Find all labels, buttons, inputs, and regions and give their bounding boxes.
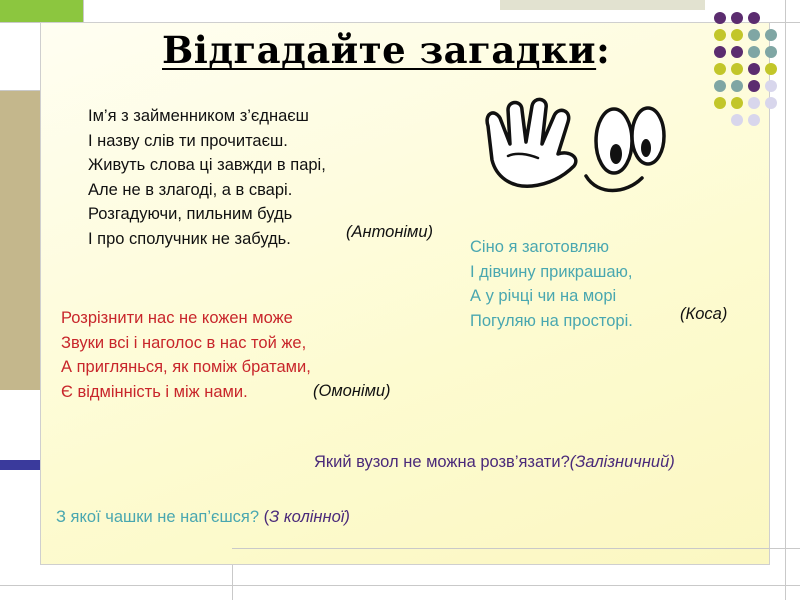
verse-line: Але не в злагоді, а в сварі. (88, 180, 293, 199)
verse-line: А приглянься, як поміж братами, (61, 358, 311, 376)
dot (765, 46, 777, 58)
dot (731, 12, 743, 24)
dot (765, 80, 777, 92)
verse-line: Ім’я з займенником з’єднаєш (88, 107, 309, 125)
title-colon: : (596, 28, 611, 72)
dot (748, 63, 760, 75)
verse-line: Звуки всі і наголос в нас той же, (61, 333, 307, 352)
frame-line (83, 0, 84, 22)
verse-line: Розгадуючи, пильним будь (88, 205, 293, 223)
riddle-4-question: Який вузол не можна розв’язати? (314, 453, 570, 471)
dot (714, 29, 726, 41)
verse-line: Погуляю на просторі. (470, 311, 633, 330)
verse-line: Є відмінність і між нами. (61, 382, 248, 401)
dot (714, 97, 726, 109)
dot (765, 97, 777, 109)
riddle-2-verse (470, 235, 633, 333)
hand-eyes-illustration (474, 96, 674, 196)
riddle-3-verse (61, 306, 311, 404)
dot (748, 114, 760, 126)
page-title (162, 28, 610, 72)
verse-line: Сіно я заготовляю (470, 238, 610, 256)
riddle-5 (56, 508, 350, 527)
verse-line: А у річці чи на морі (470, 287, 617, 305)
dot (731, 80, 743, 92)
riddle-2-answer: (Коса) (680, 305, 728, 323)
dot (731, 29, 743, 41)
riddle-5-answer-prefix: ( (263, 508, 270, 526)
riddle-4 (314, 453, 675, 472)
dot (714, 80, 726, 92)
riddle-1-verse (88, 104, 326, 251)
dot (748, 46, 760, 58)
dot (731, 46, 743, 58)
dot (765, 29, 777, 41)
hand-five-fingers-icon (474, 96, 674, 196)
riddle-1-answer: (Антоніми) (346, 223, 434, 241)
dot (714, 63, 726, 75)
tan-side-block (0, 90, 40, 390)
riddle-5-question: З якої чашки не нап’єшся? (56, 508, 260, 526)
cartoon-eyes-smile-icon (586, 108, 664, 191)
dot (731, 97, 743, 109)
dot (731, 63, 743, 75)
dot (748, 29, 760, 41)
dot (714, 12, 726, 24)
verse-line: І про сполучник не забудь. (88, 229, 291, 248)
frame-line (785, 0, 786, 600)
verse-line: Живуть слова ці завжди в парі, (88, 156, 326, 174)
frame-line (0, 90, 40, 91)
grey-top-block (500, 0, 705, 10)
verse-line: Розрізнити нас не кожен може (61, 309, 293, 327)
riddle-3-answer: (Омоніми) (313, 382, 391, 400)
verse-line: І дівчину прикрашаю, (470, 262, 633, 281)
dot (765, 63, 777, 75)
dot (731, 114, 743, 126)
navy-side-stripe (0, 460, 40, 470)
riddle-5-answer: З колінної) (269, 508, 350, 526)
dot (714, 46, 726, 58)
green-corner-block (0, 0, 83, 22)
frame-line (0, 585, 800, 586)
riddle-4-answer: (Залізничний) (569, 453, 675, 471)
dot (748, 12, 760, 24)
verse-line: І назву слів ти прочитаєш. (88, 131, 288, 150)
title-text: Відгадайте загадки (162, 28, 597, 72)
dot (748, 80, 760, 92)
dot (748, 97, 760, 109)
frame-line (232, 548, 800, 549)
